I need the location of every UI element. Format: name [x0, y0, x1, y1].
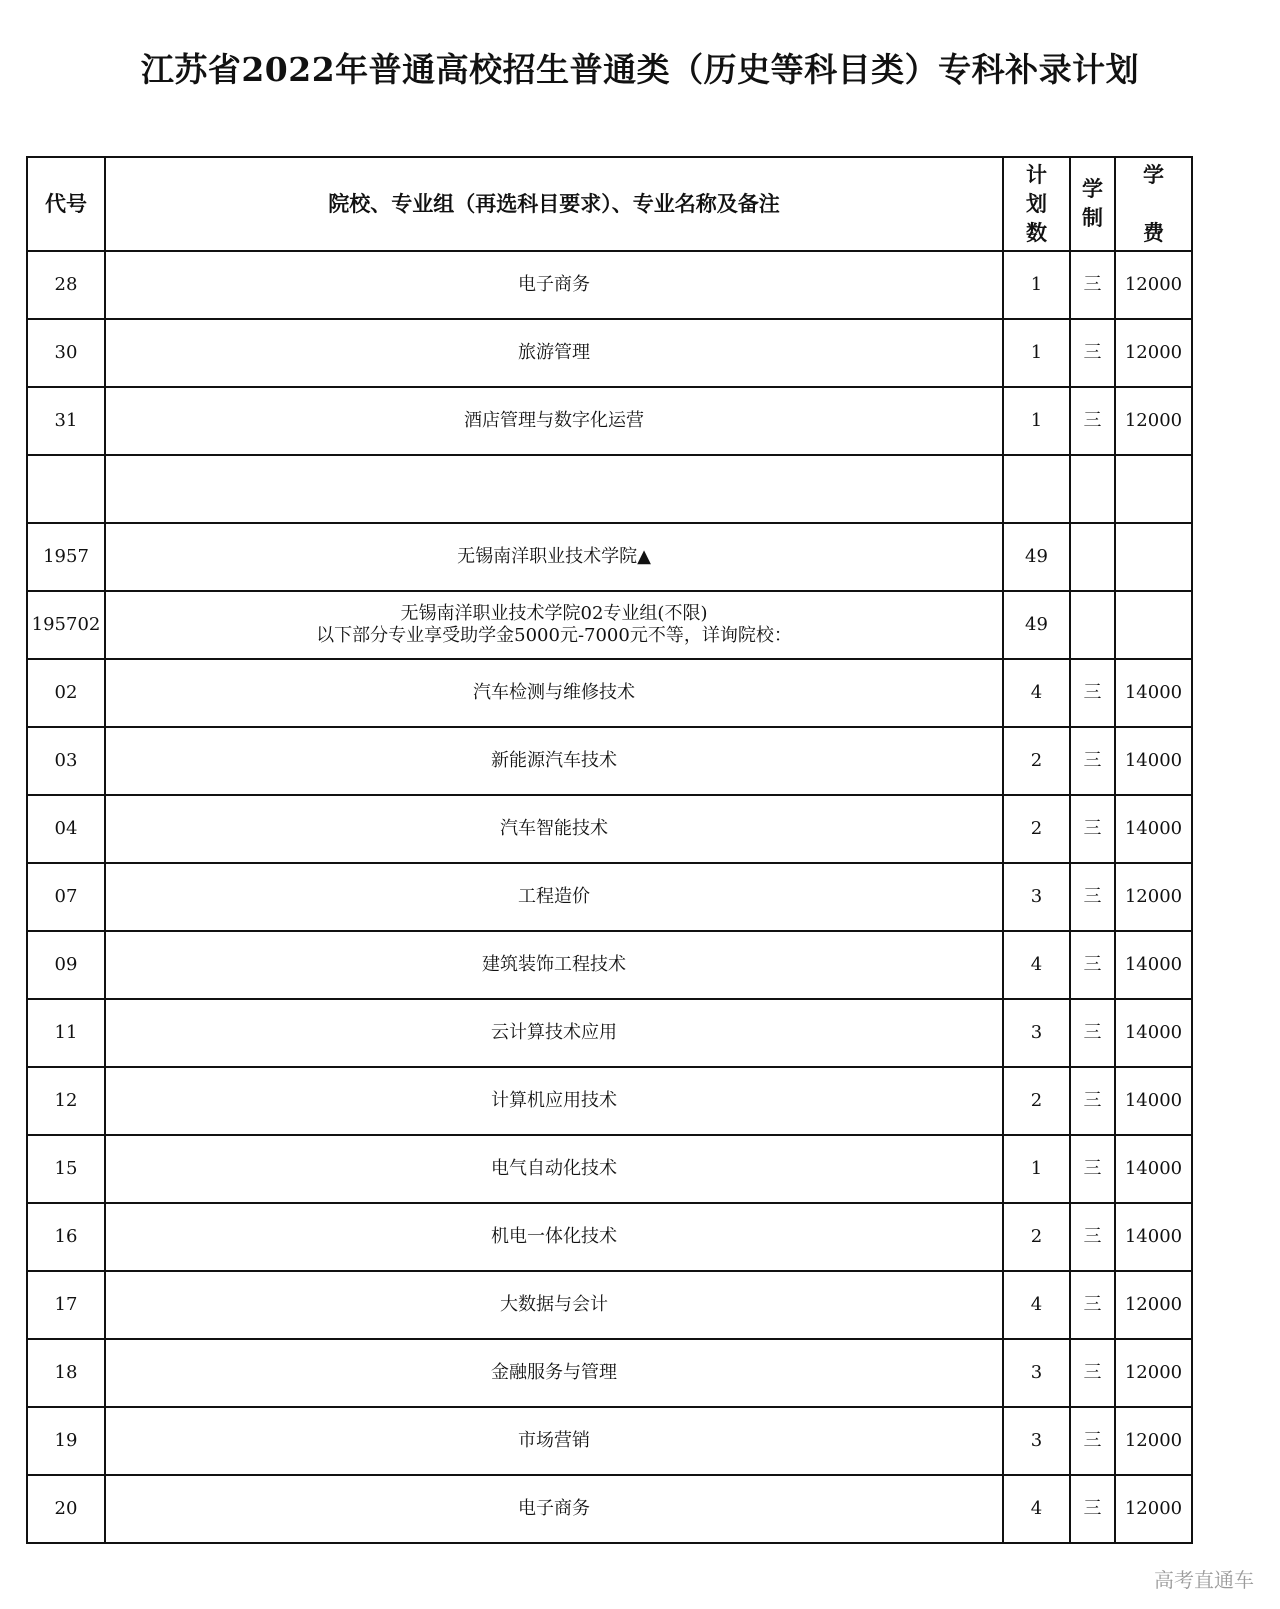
- row-code-cell: 04: [27, 795, 105, 863]
- row-duration-cell: 三: [1070, 795, 1115, 863]
- row-name-text: 旅游管理: [518, 342, 590, 363]
- row-name-cell: [105, 1135, 1003, 1203]
- row-code-cell: 1957: [27, 523, 105, 591]
- row-fee-cell: 14000: [1115, 659, 1192, 727]
- table-row: [27, 931, 1192, 999]
- header-duration: 学制: [1070, 157, 1115, 251]
- row-duration-cell: 三: [1070, 1135, 1115, 1203]
- row-name-cell: [105, 863, 1003, 931]
- header-name: 院校、专业组（再选科目要求）、专业名称及备注: [105, 157, 1003, 251]
- row-name-text: 电子商务: [518, 274, 590, 295]
- row-name-text: 建筑装饰工程技术: [482, 954, 626, 975]
- row-plan-cell: 3: [1003, 1339, 1070, 1407]
- table-row: [27, 1135, 1192, 1203]
- row-fee-cell: 12000: [1115, 863, 1192, 931]
- table-row: [27, 1475, 1192, 1543]
- header-code: 代号: [27, 157, 105, 251]
- row-note-text: 以下部分专业享受助学金5000元-7000元不等，详询院校：: [316, 625, 792, 646]
- row-name-cell: [105, 1067, 1003, 1135]
- table-row: [27, 1407, 1192, 1475]
- row-name-text: 无锡南洋职业技术学院▲: [457, 546, 651, 567]
- table-row: [27, 727, 1192, 795]
- row-name-text: 汽车检测与维修技术: [473, 682, 635, 703]
- row-code-cell: 15: [27, 1135, 105, 1203]
- row-name-cell: [105, 455, 1003, 523]
- table-row: [27, 319, 1192, 387]
- row-name-text: 工程造价: [518, 886, 590, 907]
- row-name-text: 大数据与会计: [500, 1294, 608, 1315]
- row-name-cell: [105, 523, 1003, 591]
- row-name-cell: [105, 1271, 1003, 1339]
- row-name-cell: [105, 319, 1003, 387]
- row-code-cell: 195702: [27, 591, 105, 659]
- row-plan-cell: 3: [1003, 1407, 1070, 1475]
- table-body: [27, 251, 1192, 1543]
- row-fee-cell: [1115, 591, 1192, 659]
- row-name-cell: [105, 251, 1003, 319]
- row-name-text: 云计算技术应用: [491, 1022, 617, 1043]
- table-row: [27, 523, 1192, 591]
- row-code-cell: 28: [27, 251, 105, 319]
- row-fee-cell: 14000: [1115, 1135, 1192, 1203]
- watermark: 高考直通车: [1154, 1568, 1254, 1592]
- row-duration-cell: 三: [1070, 319, 1115, 387]
- table-row: [27, 1339, 1192, 1407]
- table-row: [27, 1271, 1192, 1339]
- table-row: [27, 659, 1192, 727]
- row-plan-cell: 49: [1003, 523, 1070, 591]
- table-row: [27, 999, 1192, 1067]
- row-plan-cell: 1: [1003, 1135, 1070, 1203]
- row-plan-cell: 2: [1003, 795, 1070, 863]
- row-code-cell: 20: [27, 1475, 105, 1543]
- row-name-text: 金融服务与管理: [491, 1362, 617, 1383]
- row-duration-cell: 三: [1070, 999, 1115, 1067]
- row-plan-cell: 4: [1003, 1271, 1070, 1339]
- row-name-cell: [105, 659, 1003, 727]
- row-plan-cell: 4: [1003, 931, 1070, 999]
- row-name-text: 酒店管理与数字化运营: [464, 410, 644, 431]
- table-row: [27, 455, 1192, 523]
- table-row: [27, 1067, 1192, 1135]
- row-fee-cell: 12000: [1115, 1407, 1192, 1475]
- row-plan-cell: 1: [1003, 387, 1070, 455]
- row-plan-cell: 4: [1003, 1475, 1070, 1543]
- row-name-cell: [105, 727, 1003, 795]
- row-plan-cell: 2: [1003, 1203, 1070, 1271]
- row-code-cell: 02: [27, 659, 105, 727]
- table-row: [27, 863, 1192, 931]
- row-plan-cell: 49: [1003, 591, 1070, 659]
- row-name-text: 计算机应用技术: [491, 1090, 617, 1111]
- row-fee-cell: 14000: [1115, 931, 1192, 999]
- table-header-row: [27, 157, 1192, 251]
- row-name-cell: [105, 1407, 1003, 1475]
- row-name-cell: [105, 999, 1003, 1067]
- table-row: [27, 387, 1192, 455]
- table-row: [27, 591, 1192, 659]
- row-fee-cell: 12000: [1115, 1475, 1192, 1543]
- row-duration-cell: 三: [1070, 1407, 1115, 1475]
- row-name-cell: [105, 591, 1003, 659]
- header-plan: 计划数: [1003, 157, 1070, 251]
- row-duration-cell: 三: [1070, 251, 1115, 319]
- row-code-cell: 03: [27, 727, 105, 795]
- row-code-cell: 11: [27, 999, 105, 1067]
- row-code-cell: [27, 455, 105, 523]
- row-fee-cell: 12000: [1115, 1271, 1192, 1339]
- row-code-cell: 31: [27, 387, 105, 455]
- row-fee-cell: 12000: [1115, 251, 1192, 319]
- row-name-cell: [105, 1475, 1003, 1543]
- row-plan-cell: 1: [1003, 319, 1070, 387]
- row-plan-cell: 2: [1003, 727, 1070, 795]
- row-name-cell: [105, 795, 1003, 863]
- row-code-cell: 30: [27, 319, 105, 387]
- row-name-text: 汽车智能技术: [500, 818, 608, 839]
- row-fee-cell: 12000: [1115, 319, 1192, 387]
- row-name-text: 电气自动化技术: [491, 1158, 617, 1179]
- row-duration-cell: 三: [1070, 727, 1115, 795]
- row-name-cell: [105, 387, 1003, 455]
- row-code-cell: 17: [27, 1271, 105, 1339]
- row-duration-cell: 三: [1070, 1271, 1115, 1339]
- row-name-cell: [105, 931, 1003, 999]
- row-name-text: 新能源汽车技术: [491, 750, 617, 771]
- row-code-cell: 12: [27, 1067, 105, 1135]
- row-duration-cell: 三: [1070, 931, 1115, 999]
- table-row: [27, 251, 1192, 319]
- row-duration-cell: [1070, 523, 1115, 591]
- row-fee-cell: 14000: [1115, 1067, 1192, 1135]
- row-code-cell: 07: [27, 863, 105, 931]
- row-fee-cell: [1115, 455, 1192, 523]
- row-fee-cell: [1115, 523, 1192, 591]
- row-duration-cell: 三: [1070, 1475, 1115, 1543]
- row-plan-cell: 1: [1003, 251, 1070, 319]
- row-duration-cell: 三: [1070, 387, 1115, 455]
- row-name-text: 市场营销: [518, 1430, 590, 1451]
- row-duration-cell: [1070, 591, 1115, 659]
- row-fee-cell: 14000: [1115, 999, 1192, 1067]
- row-fee-cell: 14000: [1115, 1203, 1192, 1271]
- row-name-text: 机电一体化技术: [491, 1226, 617, 1247]
- row-duration-cell: 三: [1070, 863, 1115, 931]
- row-duration-cell: [1070, 455, 1115, 523]
- row-code-cell: 18: [27, 1339, 105, 1407]
- row-plan-cell: 2: [1003, 1067, 1070, 1135]
- page-title: 江苏省2022年普通高校招生普通类（历史等科目类）专科补录计划: [140, 50, 1140, 89]
- row-fee-cell: 14000: [1115, 795, 1192, 863]
- row-code-cell: 09: [27, 931, 105, 999]
- row-fee-cell: 12000: [1115, 387, 1192, 455]
- row-fee-cell: 14000: [1115, 727, 1192, 795]
- row-code-cell: 19: [27, 1407, 105, 1475]
- row-plan-cell: 3: [1003, 863, 1070, 931]
- row-duration-cell: 三: [1070, 1067, 1115, 1135]
- row-fee-cell: 12000: [1115, 1339, 1192, 1407]
- row-plan-cell: [1003, 455, 1070, 523]
- row-plan-cell: 4: [1003, 659, 1070, 727]
- row-name-text: 电子商务: [518, 1498, 590, 1519]
- row-plan-cell: 3: [1003, 999, 1070, 1067]
- table-row: [27, 1203, 1192, 1271]
- admission-plan-table: [26, 156, 1193, 1544]
- row-duration-cell: 三: [1070, 1203, 1115, 1271]
- header-fee: 学 费: [1115, 157, 1192, 251]
- row-code-cell: 16: [27, 1203, 105, 1271]
- table-row: [27, 795, 1192, 863]
- row-duration-cell: 三: [1070, 659, 1115, 727]
- row-duration-cell: 三: [1070, 1339, 1115, 1407]
- row-name-cell: [105, 1339, 1003, 1407]
- row-name-cell: [105, 1203, 1003, 1271]
- row-name-text: 无锡南洋职业技术学院02专业组(不限): [400, 603, 708, 624]
